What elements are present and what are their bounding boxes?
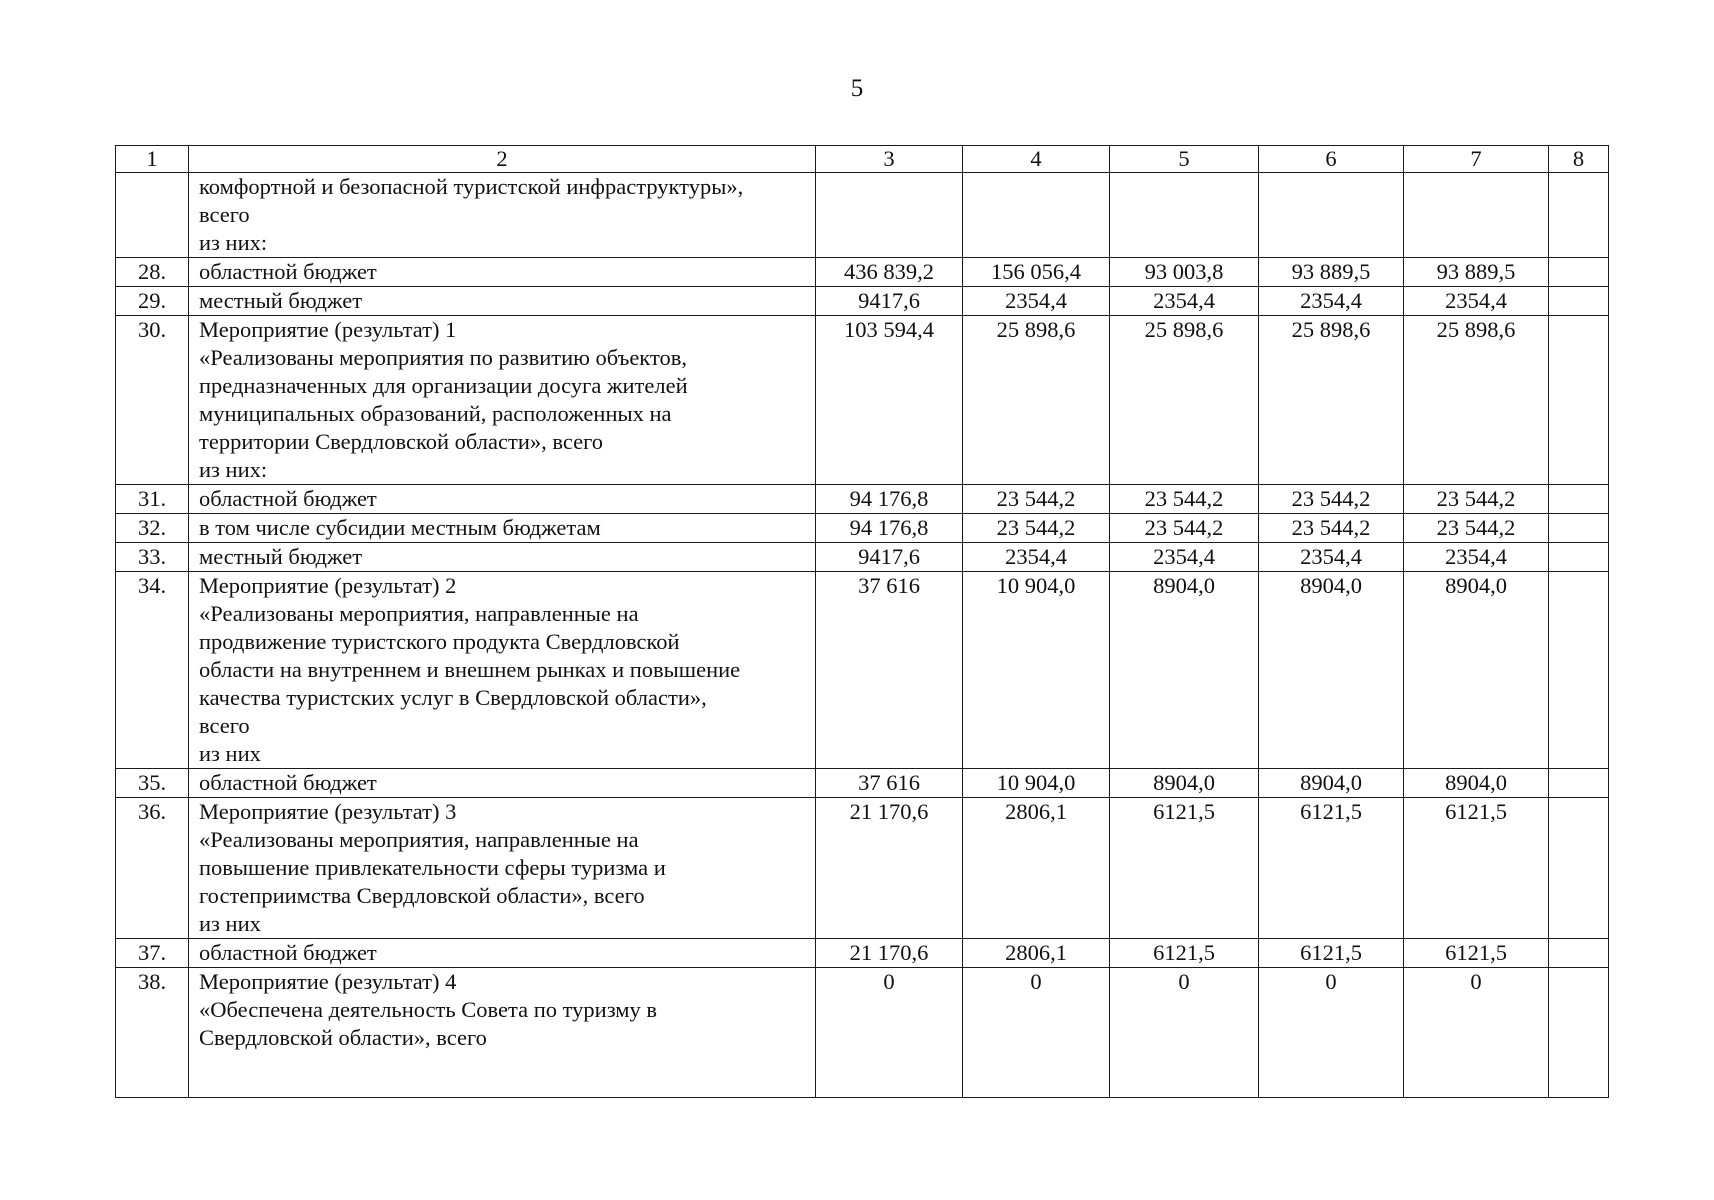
- value-cell-col-6: 8904,0: [1259, 769, 1404, 798]
- value-cell-col-5: 23 544,2: [1110, 514, 1259, 543]
- description-line: областной бюджет: [199, 486, 377, 511]
- value-cell-col-7: 93 889,5: [1404, 258, 1549, 287]
- row-number: 36.: [116, 798, 189, 939]
- description-line: из них:: [199, 230, 268, 255]
- row-description: [189, 769, 816, 798]
- value-cell-col-6: 93 889,5: [1259, 258, 1404, 287]
- header-cell: 2: [189, 146, 816, 173]
- description-line: Мероприятие (результат) 2: [199, 573, 457, 598]
- header-row: [116, 146, 1609, 173]
- value-cell-col-7: 2354,4: [1404, 543, 1549, 572]
- value-cell-col-8: [1549, 769, 1609, 798]
- value-cell-col-8: [1549, 316, 1609, 485]
- row-description: [189, 316, 816, 485]
- value-cell-col-8: [1549, 543, 1609, 572]
- value-cell-col-8: [1549, 514, 1609, 543]
- value-cell-col-5: 25 898,6: [1110, 316, 1259, 485]
- value-cell-col-5: [1110, 173, 1259, 258]
- value-cell-col-3: 21 170,6: [816, 798, 963, 939]
- value-cell-col-4: 2806,1: [963, 939, 1110, 968]
- row-description: [189, 173, 816, 258]
- table-row: [116, 543, 1609, 572]
- value-cell-col-3: 21 170,6: [816, 939, 963, 968]
- value-cell-col-3: 103 594,4: [816, 316, 963, 485]
- table-body: [116, 146, 1609, 1098]
- description-line: муниципальных образований, расположенных на: [199, 401, 672, 426]
- value-cell-col-6: 23 544,2: [1259, 485, 1404, 514]
- value-cell-col-6: [1259, 173, 1404, 258]
- table-row: [116, 316, 1609, 485]
- value-cell-col-3: 436 839,2: [816, 258, 963, 287]
- row-number: 31.: [116, 485, 189, 514]
- value-cell-col-4: 10 904,0: [963, 769, 1110, 798]
- description-line: всего: [199, 202, 250, 227]
- description-line: из них: [199, 741, 261, 766]
- table-row: [116, 798, 1609, 939]
- header-cell: 8: [1549, 146, 1609, 173]
- table-row: [116, 514, 1609, 543]
- row-number: 35.: [116, 769, 189, 798]
- page-number: 5: [850, 75, 864, 102]
- description-line: «Реализованы мероприятия, направленные на: [199, 827, 639, 852]
- value-cell-col-5: 93 003,8: [1110, 258, 1259, 287]
- header-cell: 3: [816, 146, 963, 173]
- row-number: 29.: [116, 287, 189, 316]
- value-cell-col-3: 37 616: [816, 572, 963, 769]
- description-line: в том числе субсидии местным бюджетам: [199, 515, 601, 540]
- row-number: 37.: [116, 939, 189, 968]
- value-cell-col-7: 8904,0: [1404, 572, 1549, 769]
- value-cell-col-8: [1549, 798, 1609, 939]
- value-cell-col-7: 6121,5: [1404, 798, 1549, 939]
- value-cell-col-7: [1404, 173, 1549, 258]
- value-cell-col-4: 156 056,4: [963, 258, 1110, 287]
- value-cell-col-3: 94 176,8: [816, 485, 963, 514]
- table-row: [116, 258, 1609, 287]
- description-line: «Реализованы мероприятия, направленные на: [199, 601, 639, 626]
- value-cell-col-5: 23 544,2: [1110, 485, 1259, 514]
- header-cell: 6: [1259, 146, 1404, 173]
- row-description: [189, 968, 816, 1098]
- row-description: [189, 514, 816, 543]
- value-cell-col-3: 37 616: [816, 769, 963, 798]
- description-line: областной бюджет: [199, 770, 377, 795]
- description-line: «Обеспечена деятельность Совета по туризму в: [199, 997, 658, 1022]
- value-cell-col-5: 0: [1110, 968, 1259, 1098]
- value-cell-col-8: [1549, 485, 1609, 514]
- description-line: «Реализованы мероприятия по развитию объектов,: [199, 345, 687, 370]
- value-cell-col-8: [1549, 287, 1609, 316]
- value-cell-col-8: [1549, 258, 1609, 287]
- row-description: [189, 798, 816, 939]
- description-line: территории Свердловской области», всего: [199, 429, 604, 454]
- description-line: гостеприимства Свердловской области», всего: [199, 883, 645, 908]
- description-line: области на внутреннем и внешнем рынках и повышение: [199, 657, 741, 682]
- value-cell-col-4: 0: [963, 968, 1110, 1098]
- description-line: местный бюджет: [199, 544, 363, 569]
- value-cell-col-4: 2354,4: [963, 287, 1110, 316]
- row-number: 38.: [116, 968, 189, 1098]
- value-cell-col-6: 23 544,2: [1259, 514, 1404, 543]
- value-cell-col-3: 0: [816, 968, 963, 1098]
- description-line: областной бюджет: [199, 259, 377, 284]
- value-cell-col-7: 23 544,2: [1404, 485, 1549, 514]
- value-cell-col-5: 6121,5: [1110, 939, 1259, 968]
- row-number: 28.: [116, 258, 189, 287]
- table-row: [116, 968, 1609, 1098]
- value-cell-col-6: 25 898,6: [1259, 316, 1404, 485]
- row-description: [189, 543, 816, 572]
- description-line: предназначенных для организации досуга жителей: [199, 373, 688, 398]
- value-cell-col-5: 2354,4: [1110, 287, 1259, 316]
- value-cell-col-5: 2354,4: [1110, 543, 1259, 572]
- description-line: местный бюджет: [199, 288, 363, 313]
- value-cell-col-3: 9417,6: [816, 287, 963, 316]
- value-cell-col-8: [1549, 939, 1609, 968]
- description-line: Мероприятие (результат) 1: [199, 317, 457, 342]
- description-line: качества туристских услуг в Свердловской области»,: [199, 685, 707, 710]
- value-cell-col-6: 8904,0: [1259, 572, 1404, 769]
- value-cell-col-4: 23 544,2: [963, 485, 1110, 514]
- table-row: [116, 485, 1609, 514]
- value-cell-col-8: [1549, 968, 1609, 1098]
- description-line: повышение привлекательности сферы туризма и: [199, 855, 666, 880]
- description-line: областной бюджет: [199, 940, 377, 965]
- value-cell-col-4: 2354,4: [963, 543, 1110, 572]
- value-cell-col-7: 8904,0: [1404, 769, 1549, 798]
- row-description: [189, 939, 816, 968]
- row-description: [189, 287, 816, 316]
- table-row: [116, 572, 1609, 769]
- value-cell-col-7: 6121,5: [1404, 939, 1549, 968]
- value-cell-col-8: [1549, 572, 1609, 769]
- value-cell-col-6: 6121,5: [1259, 798, 1404, 939]
- value-cell-col-3: [816, 173, 963, 258]
- row-number: [116, 173, 189, 258]
- value-cell-col-6: 2354,4: [1259, 287, 1404, 316]
- row-description: [189, 258, 816, 287]
- table-row: [116, 769, 1609, 798]
- value-cell-col-4: 10 904,0: [963, 572, 1110, 769]
- value-cell-col-6: 0: [1259, 968, 1404, 1098]
- value-cell-col-4: [963, 173, 1110, 258]
- budget-table: [115, 145, 1609, 1098]
- value-cell-col-6: 2354,4: [1259, 543, 1404, 572]
- table-row: [116, 173, 1609, 258]
- header-cell: 7: [1404, 146, 1549, 173]
- table-row: [116, 287, 1609, 316]
- header-cell: 5: [1110, 146, 1259, 173]
- value-cell-col-5: 8904,0: [1110, 769, 1259, 798]
- row-description: [189, 485, 816, 514]
- description-line: всего: [199, 713, 250, 738]
- value-cell-col-4: 2806,1: [963, 798, 1110, 939]
- description-line: Мероприятие (результат) 4: [199, 969, 457, 994]
- header-cell: 1: [116, 146, 189, 173]
- value-cell-col-5: 6121,5: [1110, 798, 1259, 939]
- value-cell-col-5: 8904,0: [1110, 572, 1259, 769]
- row-number: 32.: [116, 514, 189, 543]
- value-cell-col-4: 23 544,2: [963, 514, 1110, 543]
- value-cell-col-6: 6121,5: [1259, 939, 1404, 968]
- description-line: продвижение туристского продукта Свердловской: [199, 629, 680, 654]
- value-cell-col-7: 23 544,2: [1404, 514, 1549, 543]
- description-line: из них:: [199, 457, 268, 482]
- description-line: Свердловской области», всего: [199, 1025, 487, 1050]
- value-cell-col-8: [1549, 173, 1609, 258]
- value-cell-col-7: 2354,4: [1404, 287, 1549, 316]
- description-line: Мероприятие (результат) 3: [199, 799, 457, 824]
- row-number: 33.: [116, 543, 189, 572]
- value-cell-col-7: 25 898,6: [1404, 316, 1549, 485]
- value-cell-col-3: 94 176,8: [816, 514, 963, 543]
- description-line: комфортной и безопасной туристской инфраструктуры»,: [199, 174, 744, 199]
- value-cell-col-4: 25 898,6: [963, 316, 1110, 485]
- header-cell: 4: [963, 146, 1110, 173]
- table-row: [116, 939, 1609, 968]
- description-line: из них: [199, 911, 261, 936]
- value-cell-col-3: 9417,6: [816, 543, 963, 572]
- value-cell-col-7: 0: [1404, 968, 1549, 1098]
- row-number: 34.: [116, 572, 189, 769]
- row-number: 30.: [116, 316, 189, 485]
- row-description: [189, 572, 816, 769]
